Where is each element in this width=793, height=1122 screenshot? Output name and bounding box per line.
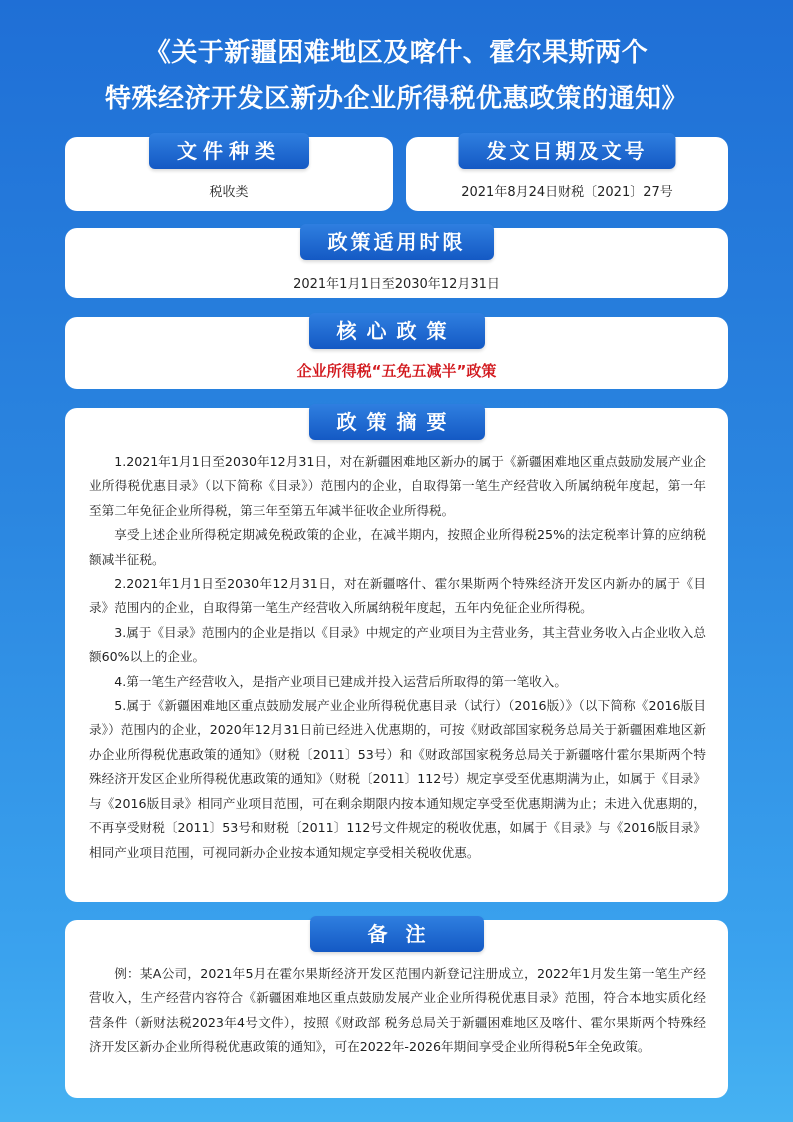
core-policy-card — [65, 317, 728, 389]
document-title — [0, 30, 793, 122]
summary-card — [65, 408, 728, 902]
summary-paragraph-4: 3.属于《目录》范围内的企业是指以《目录》中规定的产业项目为主营业务，其主营业务收入占企业收入总额60%以上的企业。 — [89, 624, 706, 665]
summary-paragraph-5: 4.第一笔生产经营收入，是指产业项目已建成并投入运营后所取得的第一笔收入。 — [114, 673, 567, 689]
doc-type-card — [65, 137, 393, 211]
core-policy-value: 企业所得税“五免五减半”政策 — [296, 362, 497, 380]
period-card — [65, 228, 728, 298]
title-line-1: 《关于新疆困难地区及喀什、霍尔果斯两个 — [144, 38, 649, 68]
period-heading: 政策适用时限 — [300, 224, 494, 260]
issue-info-value: 2021年8月24日财税〔2021〕27号 — [461, 185, 673, 200]
remark-heading: 备注 — [310, 916, 484, 952]
summary-body — [89, 450, 706, 865]
summary-paragraph-3: 2.2021年1月1日至2030年12月31日，对在新疆喀什、霍尔果斯两个特殊经济开发区内新办的属于《目录》范围内的企业，自取得第一笔生产经营收入所属纳税年度起，五年内免征企业所得税。 — [89, 576, 706, 616]
issue-info-heading: 发文日期及文号 — [459, 133, 676, 169]
summary-heading: 政策摘要 — [309, 404, 485, 440]
remark-paragraph: 例：某A公司，2021年5月在霍尔果斯经济开发区范围内新登记注册成立，2022年1月发生第一笔生产经营收入，生产经营内容符合《新疆困难地区重点鼓励发展产业企业所得税优惠目录》范围，符合本地实质化经营条件（新财法税2023年4号文件），按照《财政部 税务总局关于新疆困难地区及喀什、霍尔果斯两个特殊经济开发区新办企业所得税优惠政策的通知》，可在2022年-2026年期间享受企业所得税5年全免政策。 — [89, 966, 706, 1055]
remark-body — [89, 962, 706, 1060]
doc-type-heading: 文件种类 — [149, 133, 309, 169]
period-value: 2021年1月1日至2030年12月31日 — [293, 277, 500, 292]
summary-paragraph-2: 享受上述企业所得税定期减免税政策的企业，在减半期内，按照企业所得税25%的法定税率计算的应纳税额减半征税。 — [89, 527, 706, 567]
remark-card — [65, 920, 728, 1098]
summary-paragraph-6: 5.属于《新疆困难地区重点鼓励发展产业企业所得税优惠目录（试行）（2016版）》（以下简称《2016版目录》）范围内的企业，2020年12月31日前已经进入优惠期的，可按《财政部国家税务总局关于新疆困难地区新办企业所得税优惠政策的通知》（财税〔2011〕53号）和《财政部国家税务总局关于新疆喀什霍尔果斯两个特殊经济开发区企业所得税优惠政策的通知》（财税〔2011〕112号）规定享受至优惠期满为止，如属于《目录》与《2016版目录》相同产业项目范围，可在剩余期限内按本通知规定享受至优惠期满为止；未进入优惠期的，不再享受财税〔2011〕53号和财税〔2011〕112号文件规定的税收优惠，如属于《目录》与《2016版目录》相同产业项目范围，可视同新办企业按本通知规定享受相关税收优惠。 — [89, 698, 706, 860]
summary-paragraph-1: 1.2021年1月1日至2030年12月31日，对在新疆困难地区新办的属于《新疆困难地区重点鼓励发展产业企业所得税优惠目录》（以下简称《目录》）范围内的企业，自取得第一笔生产经营收入所属纳税年度起，第一年至第二年免征企业所得税，第三年至第五年减半征收企业所得税。 — [89, 454, 706, 518]
title-line-2: 特殊经济开发区新办企业所得税优惠政策的通知》 — [104, 84, 688, 114]
doc-type-value: 税收类 — [209, 185, 249, 200]
core-policy-heading: 核心政策 — [309, 313, 485, 349]
issue-info-card — [406, 137, 728, 211]
